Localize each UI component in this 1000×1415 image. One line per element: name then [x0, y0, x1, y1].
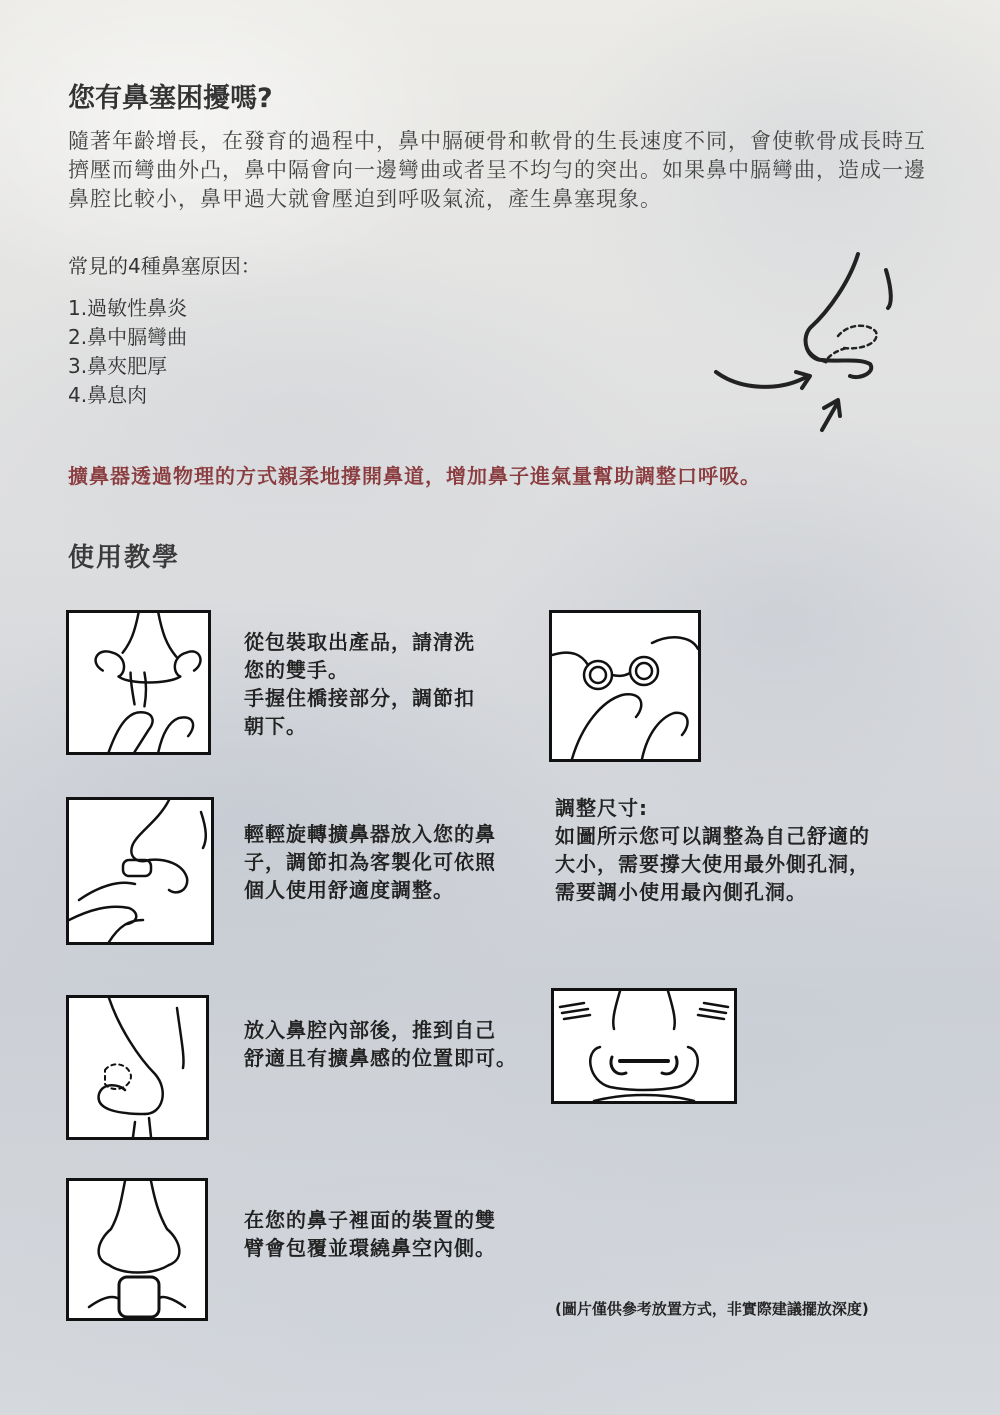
list-item: 3.鼻夾肥厚 [68, 354, 168, 378]
tutorial-title: 使用教學 [68, 543, 181, 573]
step4-text [244, 1206, 496, 1262]
step1-line: 朝下。 [244, 714, 307, 738]
list-item: 1.過敏性鼻炎 [68, 296, 188, 320]
list-item: 4.鼻息肉 [68, 383, 148, 407]
page-title: 您有鼻塞困擾嗎? [68, 83, 273, 114]
step1-image [66, 610, 211, 755]
step2-line: 子，調節扣為客製化可依照 [244, 850, 496, 874]
adjust-size-image [549, 610, 701, 762]
step1-line: 您的雙手。 [244, 658, 349, 682]
step4-line: 臂會包覆並環繞鼻空內側。 [244, 1236, 496, 1260]
step4-line: 在您的鼻子裡面的裝置的雙 [244, 1208, 496, 1232]
step4-image [66, 1178, 208, 1321]
step1-line: 從包裝取出產品，請清洗 [244, 630, 475, 654]
adjust-line: 調整尺寸: [555, 796, 648, 820]
step3-line: 放入鼻腔內部後，推到自己 [244, 1018, 496, 1042]
causes-list [68, 294, 187, 410]
step1-text [244, 628, 475, 740]
nose-airflow-illustration [710, 240, 910, 440]
step2-text [244, 820, 496, 904]
intro-paragraph: 隨著年齡增長，在發育的過程中，鼻中膈硬骨和軟骨的生長速度不同，會使軟骨成長時互擠壓而彎曲外凸，鼻中隔會向一邊彎曲或者呈不均勻的突出。如果鼻中膈彎曲，造成一邊鼻腔比較小，鼻甲過大就會壓迫到呼吸氣流，產生鼻塞現象。 [68, 129, 926, 211]
list-item: 2.鼻中膈彎曲 [68, 325, 188, 349]
step2-line: 個人使用舒適度調整。 [244, 878, 454, 902]
step2-line: 輕輕旋轉擴鼻器放入您的鼻 [244, 822, 496, 846]
adjust-line: 需要調小使用最內側孔洞。 [555, 880, 807, 904]
footnote: (圖片僅供參考放置方式，非實際建議擺放深度) [555, 1300, 869, 1318]
adjust-line: 如圖所示您可以調整為自己舒適的 [555, 824, 870, 848]
adjust-size-text [555, 794, 870, 906]
step1-line: 手握住橋接部分，調節扣 [244, 686, 475, 710]
causes-heading: 常見的4種鼻塞原因： [68, 254, 261, 278]
highlight-text: 擴鼻器透過物理的方式親柔地撐開鼻道，增加鼻子進氣量幫助調整口呼吸。 [68, 464, 761, 488]
nostril-view-image [551, 988, 737, 1104]
step3-text [244, 1016, 517, 1072]
step3-line: 舒適且有擴鼻感的位置即可。 [244, 1046, 517, 1070]
adjust-line: 大小，需要撐大使用最外側孔洞， [555, 852, 870, 876]
step2-image [66, 797, 214, 945]
step3-image [66, 995, 209, 1140]
